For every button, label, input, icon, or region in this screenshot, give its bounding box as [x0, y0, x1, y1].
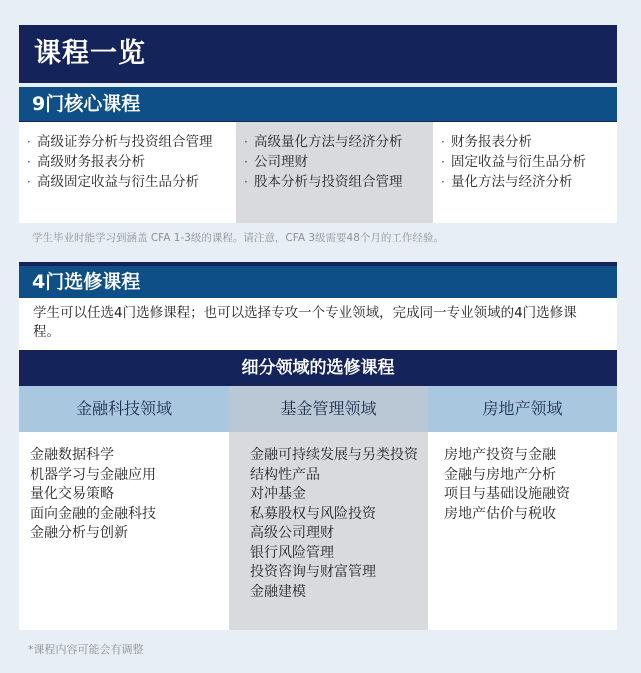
core-courses-note: 学生毕业时能学习到涵盖 CFA 1-3级的课程。请注意，CFA 3级需要48个月的工作经验。 [32, 232, 444, 244]
elective-description: 学生可以任选4门选修课程；也可以选择专攻一个专业领域，完成同一专业领域的4门选修课程。 [19, 298, 617, 350]
core-column-1 [19, 122, 236, 223]
core-column-2 [236, 122, 433, 223]
list-item: 金融数据科学 [30, 447, 114, 463]
area-fund-management-header: 基金管理领域 [229, 386, 428, 432]
list-item: 对冲基金 [250, 486, 306, 502]
list-item: · 高级量化方法与经济分析 [244, 134, 403, 150]
list-item: · 高级财务报表分析 [27, 154, 145, 170]
real-estate-course-list [428, 432, 617, 630]
fintech-course-list [19, 432, 229, 630]
list-item: · 固定收益与衍生品分析 [441, 154, 586, 170]
page-title: 课程一览 [19, 25, 617, 83]
list-item: 房地产投资与金融 [444, 447, 556, 463]
list-item: 量化交易策略 [30, 486, 114, 502]
list-item: · 量化方法与经济分析 [441, 174, 573, 190]
list-item: 面向金融的金融科技 [30, 505, 156, 522]
list-item: 私募股权与风险投资 [250, 505, 376, 522]
core-courses-grid [19, 122, 617, 223]
elective-areas-header: 细分领域的选修课程 [19, 350, 617, 386]
list-item: 结构性产品 [250, 466, 320, 483]
fund-management-course-list [229, 432, 428, 630]
list-item: 房地产估价与税收 [444, 505, 556, 522]
list-item: · 股本分析与投资组合管理 [244, 174, 403, 190]
list-item: · 高级证券分析与投资组合管理 [27, 134, 213, 150]
core-courses-heading: 9门核心课程 [19, 87, 617, 121]
area-real-estate-header: 房地产领域 [428, 386, 617, 432]
area-fintech-header: 金融科技领域 [19, 386, 229, 432]
list-item: 投资咨询与财富管理 [250, 564, 376, 580]
list-item: 金融可持续发展与另类投资 [250, 447, 418, 463]
core-column-3 [433, 122, 617, 223]
footnote: *课程内容可能会有调整 [28, 643, 144, 656]
list-item: 金融建模 [250, 583, 306, 600]
list-item: · 高级固定收益与衍生品分析 [27, 174, 199, 190]
list-item: 高级公司理财 [250, 525, 334, 541]
area-course-lists [19, 432, 617, 630]
list-item: 机器学习与金融应用 [30, 466, 156, 483]
elective-courses-heading: 4门选修课程 [19, 266, 617, 298]
list-item: 银行风险管理 [250, 544, 334, 561]
list-item: 项目与基础设施融资 [444, 486, 570, 502]
list-item: · 财务报表分析 [441, 134, 532, 150]
list-item: 金融与房地产分析 [444, 466, 556, 483]
list-item: · 公司理财 [244, 154, 308, 170]
list-item: 金融分析与创新 [30, 525, 128, 541]
area-header-row [19, 386, 617, 432]
